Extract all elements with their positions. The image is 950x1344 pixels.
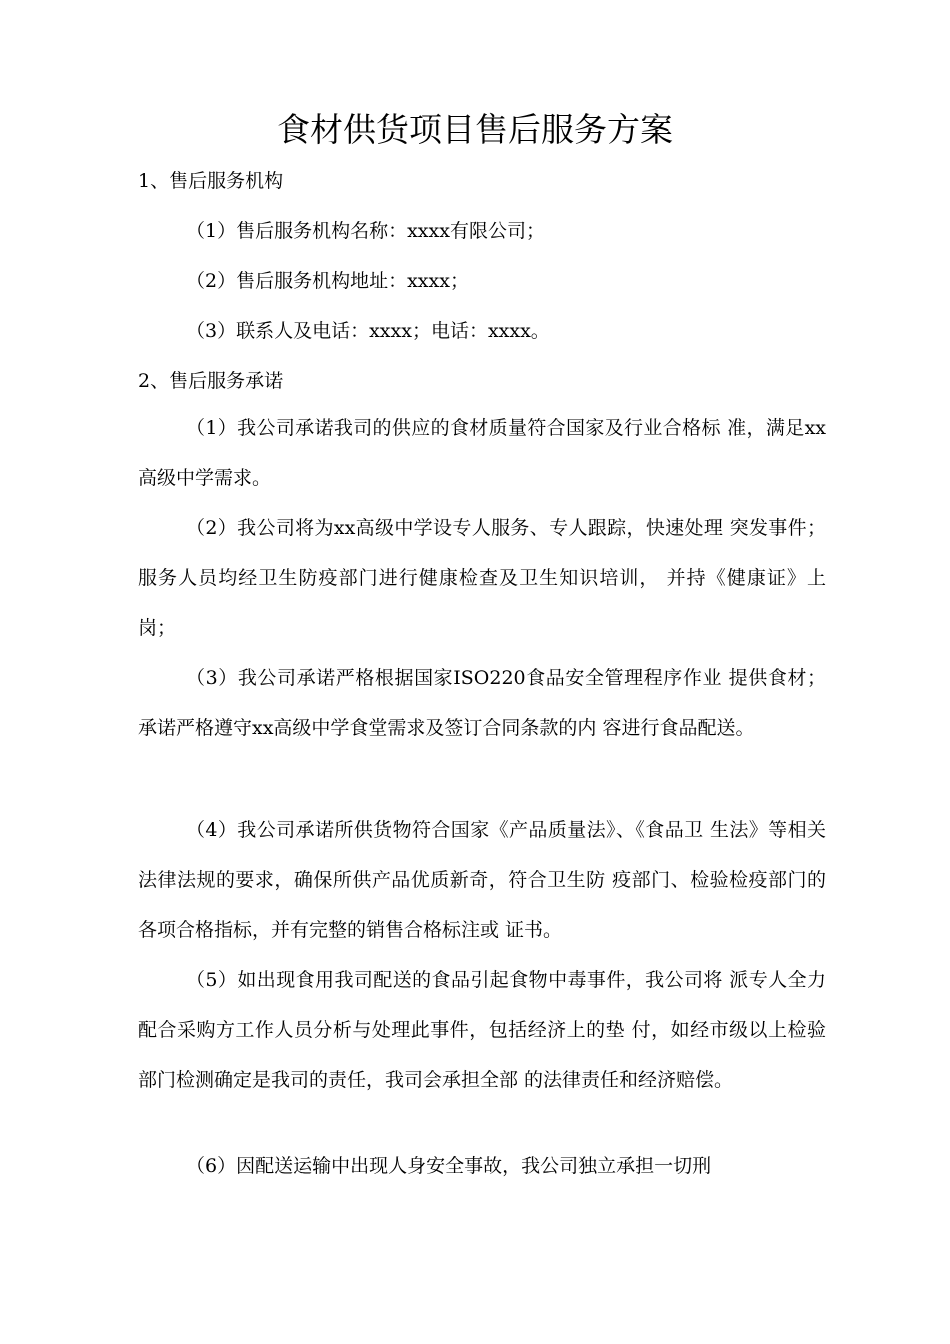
service-organization-address: （2）售后服务机构地址：xxxx；	[186, 270, 469, 292]
commitment-item-3: （3）我公司承诺严格根据国家ISO220食品安全管理程序作业 提供食材；承诺严格遵守xx高级中学食堂需求及签订合同条款的内 容进行食品配送。	[138, 667, 826, 739]
commitment-item-6: （6）因配送运输中出现人身安全事故，我公司独立承担一切刑	[186, 1155, 712, 1177]
document-title: 食材供货项目售后服务方案	[277, 110, 673, 149]
section-heading-service-commitment: 2、售后服务承诺	[138, 370, 284, 392]
commitment-item-5: （5）如出现食用我司配送的食品引起食物中毒事件，我公司将 派专人全力配合采购方工作人员分析与处理此事件，包括经济上的垫 付，如经市级以上检验部门检测确定是我司的责任，我司会承担全部 的法律责任和经济赔偿。	[138, 969, 826, 1091]
commitment-item-4: （4）我公司承诺所供货物符合国家《产品质量法》、《食品卫 生法》等相关法律法规的要求，确保所供产品优质新奇，符合卫生防 疫部门、检验检疫部门的各项合格指标，并有完整的销售合格标注或 证书。	[138, 819, 826, 941]
service-contact-phone: （3）联系人及电话：xxxx；电话：xxxx。	[186, 320, 550, 342]
section-heading-service-organization: 1、售后服务机构	[138, 170, 284, 192]
service-organization-name: （1）售后服务机构名称：xxxx有限公司；	[186, 220, 545, 242]
commitment-item-1: （1）我公司承诺我司的供应的食材质量符合国家及行业合格标 准，满足xx高级中学需求。	[138, 417, 826, 489]
commitment-item-2: （2）我公司将为xx高级中学设专人服务、专人跟踪，快速处理 突发事件；服务人员均经卫生防疫部门进行健康检查及卫生知识培训， 并持《健康证》上岗；	[138, 517, 826, 639]
